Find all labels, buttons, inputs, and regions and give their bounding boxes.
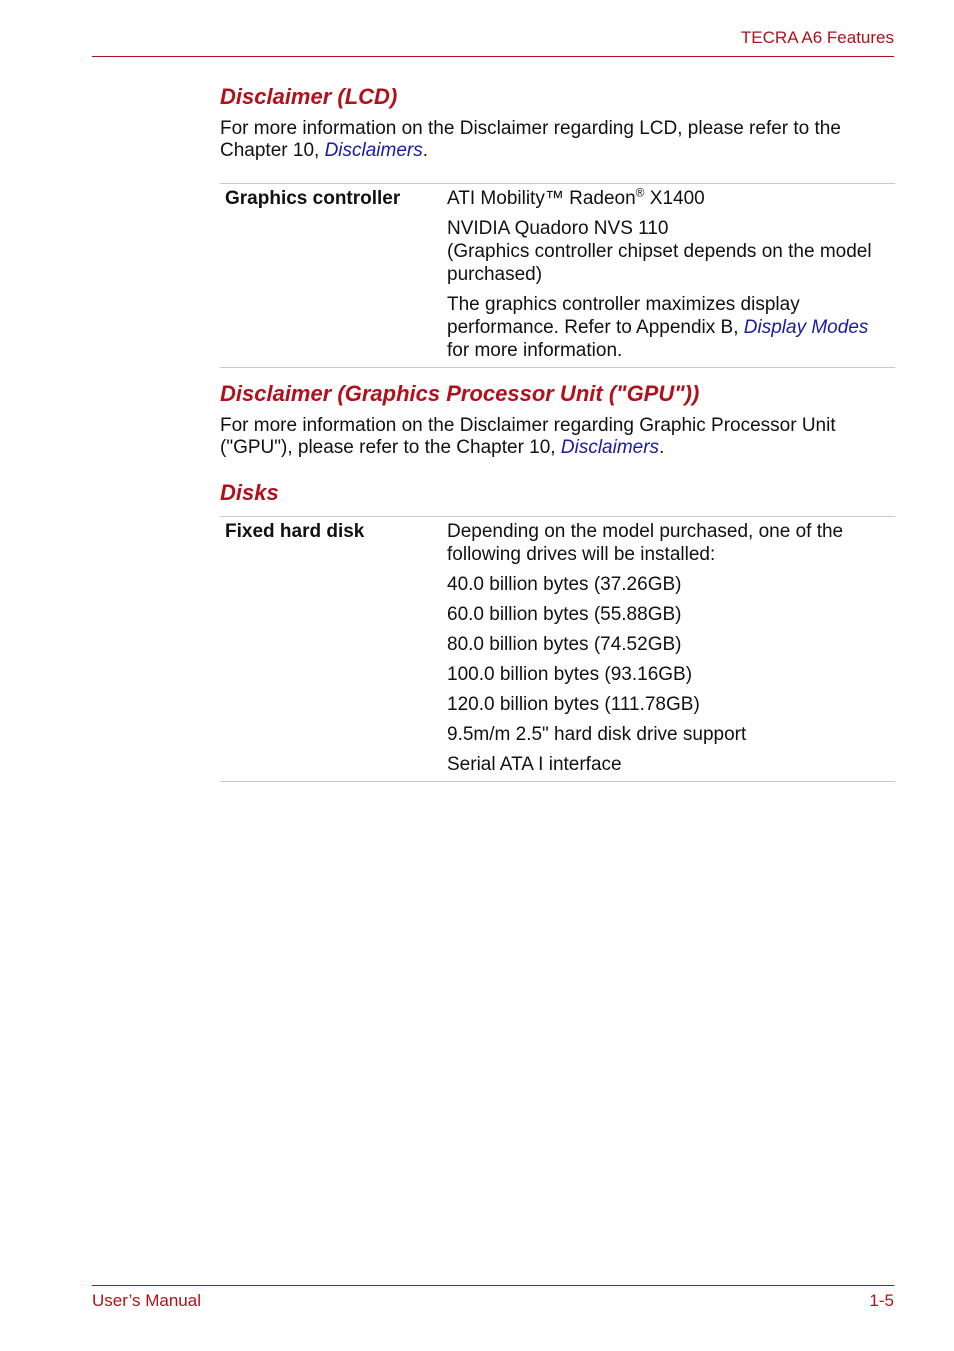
gpu-nvidia-note: (Graphics controller chipset depends on the model purchased)	[447, 241, 872, 285]
gpu-performance-text: The graphics controller maximizes display performance. Refer to Appendix B,	[447, 294, 800, 338]
lcd-disclaimers-link[interactable]: Disclaimers	[324, 140, 423, 161]
disk-line: 80.0 billion bytes (74.52GB)	[447, 634, 682, 655]
graphics-controller-table	[220, 183, 895, 368]
gpu-ati-name: ATI Mobility™ Radeon	[447, 188, 636, 209]
gpu-nvidia-line	[447, 217, 895, 286]
footer-manual-title: User’s Manual	[92, 1291, 201, 1310]
disk-line: 60.0 billion bytes (55.88GB)	[447, 604, 682, 625]
gpu-disclaimer-text-before: For more information on the Disclaimer regarding Graphic Processor Unit ("GPU"), please refer to the Chapter 10,	[220, 415, 836, 458]
footer-rule	[92, 1285, 894, 1286]
gpu-nvidia-name: NVIDIA Quadoro NVS 110	[447, 218, 669, 239]
lcd-disclaimer-text-before: For more information on the Disclaimer regarding LCD, please refer to the Chapter 10,	[220, 118, 841, 161]
gpu-performance-line	[447, 293, 895, 362]
graphics-controller-label: Graphics controller	[225, 188, 401, 209]
disks-heading: Disks	[220, 480, 279, 505]
disk-line: 40.0 billion bytes (37.26GB)	[447, 574, 682, 595]
registered-mark: ®	[635, 185, 645, 200]
lcd-disclaimer-text	[220, 118, 895, 162]
graphics-controller-value	[447, 184, 895, 368]
disk-line: 100.0 billion bytes (93.16GB)	[447, 664, 693, 685]
main-content	[220, 84, 895, 782]
lcd-disclaimer-text-after: .	[422, 140, 429, 161]
disk-line: 9.5m/m 2.5" hard disk drive support	[447, 724, 747, 745]
disk-line: 120.0 billion bytes (111.78GB)	[447, 694, 700, 715]
page-header-title: TECRA A6 Features	[740, 28, 894, 47]
gpu-ati-model: X1400	[644, 188, 705, 209]
table-row	[220, 184, 895, 368]
gpu-performance-text-after: for more information.	[447, 340, 623, 361]
lcd-disclaimer-heading: Disclaimer (LCD)	[220, 84, 398, 109]
gpu-disclaimer-heading: Disclaimer (Graphics Processor Unit ("GPU"))	[220, 381, 700, 406]
gpu-ati-line	[447, 187, 895, 210]
header-rule	[92, 56, 894, 57]
fixed-hard-disk-label: Fixed hard disk	[225, 521, 365, 542]
table-row	[220, 517, 895, 782]
fixed-hard-disk-value	[447, 517, 895, 782]
display-modes-link[interactable]: Display Modes	[743, 317, 869, 338]
gpu-disclaimer-text-after: .	[659, 437, 665, 458]
gpu-disclaimer-text	[220, 415, 895, 459]
disks-table	[220, 516, 895, 782]
gpu-disclaimers-link[interactable]: Disclaimers	[560, 437, 660, 458]
disk-line: Serial ATA I interface	[447, 754, 622, 775]
disk-line: Depending on the model purchased, one of the following drives will be installed:	[447, 521, 844, 565]
page-number: 1-5	[869, 1291, 894, 1310]
